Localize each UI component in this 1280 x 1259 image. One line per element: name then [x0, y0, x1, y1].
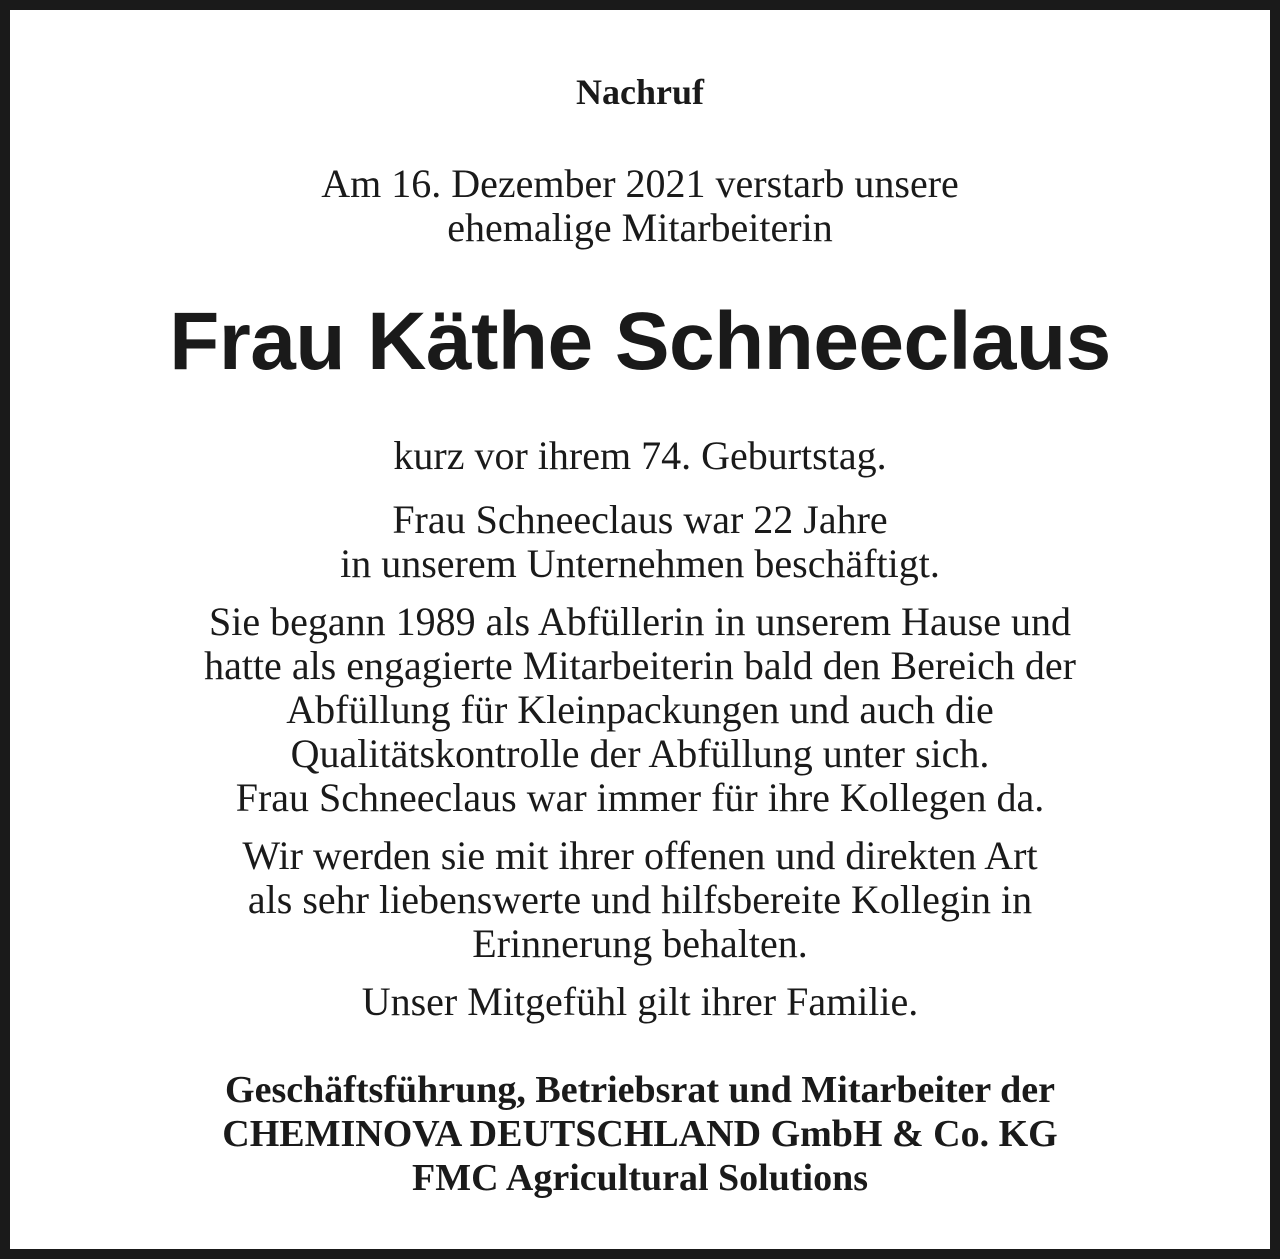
paragraph-condolence — [10, 980, 1270, 1024]
paragraph-tenure — [10, 498, 1270, 586]
intro-text — [10, 162, 1270, 250]
paragraph-line: Erinnerung behalten. — [472, 921, 808, 966]
paragraph-line: Sie begann 1989 als Abfüllerin in unserem Hause und — [208, 599, 1072, 644]
paragraph-line: Unser Mitgefühl gilt ihrer Familie. — [361, 979, 919, 1024]
signature-block — [10, 1068, 1270, 1200]
intro-line: ehemalige Mitarbeiterin — [447, 205, 833, 250]
paragraph-line: kurz vor ihrem 74. Geburtstag. — [393, 433, 887, 478]
heading-text: Nachruf — [576, 72, 704, 112]
paragraph-line: Abfüllung für Kleinpackungen und auch die — [286, 687, 994, 732]
paragraph-line: Frau Schneeclaus war immer für ihre Kollegen da. — [235, 775, 1045, 820]
signature-line: Geschäftsführung, Betriebsrat und Mitarbeiter der — [225, 1069, 1055, 1111]
paragraph-line: Wir werden sie mit ihrer offenen und direkten Art — [242, 833, 1038, 878]
signature-line: CHEMINOVA DEUTSCHLAND GmbH & Co. KG — [222, 1113, 1058, 1155]
paragraph-age — [10, 434, 1270, 478]
notice-heading — [10, 70, 1270, 114]
deceased-name-text: Frau Käthe Schneeclaus — [169, 296, 1111, 387]
paragraph-line: als sehr liebenswerte und hilfsbereite Kollegin in — [247, 877, 1033, 922]
paragraph-career — [10, 600, 1270, 820]
paragraph-remembrance — [10, 834, 1270, 966]
deceased-name — [10, 294, 1270, 390]
signature-line: FMC Agricultural Solutions — [411, 1157, 869, 1199]
paragraph-line: in unserem Unternehmen beschäftigt. — [340, 541, 940, 586]
paragraph-line: hatte als engagierte Mitarbeiterin bald den Bereich der — [204, 643, 1076, 688]
intro-line: Am 16. Dezember 2021 verstarb unsere — [321, 161, 959, 206]
paragraph-line: Frau Schneeclaus war 22 Jahre — [392, 497, 888, 542]
paragraph-line: Qualitätskontrolle der Abfüllung unter sich. — [290, 731, 990, 776]
